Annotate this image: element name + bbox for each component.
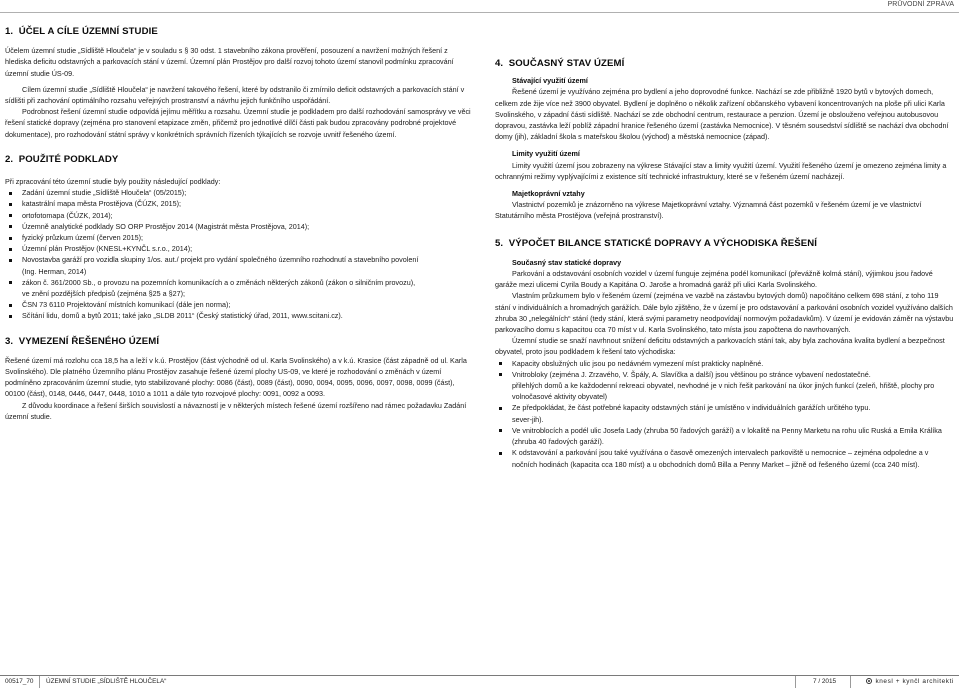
section-5-paragraph-3: Územní studie se snaží navrhnout snížení deficitu odstavných a parkovacích stání tak, aby byla zachována kvalita bydlení a bezpečnost obyvatel, proto jsou podkladem k řešení tato východiska: <box>495 336 945 357</box>
section-2-intro: Při zpracování této územní studie byly použity následující podklady: <box>5 177 221 187</box>
subsection-title: Limity využití území <box>512 149 580 159</box>
section-5-paragraph-1: Parkování a odstavování osobních vozidel v území funguje zejména podél komunikací (převážně kolmá stání), výjimkou jsou řadové garáže mezi ulicemi Cyrila Boudy a Kapitána O. Jaroše a hromadná garáž při ulici Karla Svolinského. <box>495 269 933 290</box>
section-3-paragraph-1: Řešené území má rozlohu cca 18,5 ha a leží v k.ú. Prostějov (část východně od ul. Karla Svolinského) a v k.ú. Krasice (část západně od ul. Karla Svolinského). Dle platného Územního plánu Prostějov zasahuje řešené území plochy US-09, ve které je rozhodování o změnách v území podmíněno zpracováním územní studie, tyto stabilizované plochy: 0086 (část), 0089 (část), 0090, 0094, 0095, 0096, 0097, 0098, 0099 (část), 00100 (část), 0148, 0446, 0447, 0448, 1010 a 1011 a dále tyto rozvojové plochy: 0091, 0092 a 0093. <box>5 355 467 399</box>
footer-separator <box>850 676 851 688</box>
sources-list <box>5 187 471 265</box>
section-1-paragraph-3: Podrobnost řešení územní studie odpovídá jejímu měřítku a rozsahu. Územní studie je podkladem pro další rozhodování samosprávy ve věci řešení statické dopravy (zejména pro stanovení etapizace změn, přičemž pro jednotlivé dílčí části pak budou zpracovány podrobné projektové dokumentace), pro rozhodování státní správy v konkrétních správních řízeních týkajících se rozvoje uvnitř řešeného území. <box>5 107 471 139</box>
list-item: Kapacity obslužných ulic jsou po nedávném vymezení míst prakticky naplněné. <box>495 358 955 369</box>
brand-name: knesl + kynčl architekti <box>875 678 954 685</box>
section-3-paragraph-2: Z důvodu koordinace a řešení širších souvislostí a návazností je v některých místech řešené území rozšířeno nad rámec požadavku Zadání územní studie. <box>5 400 467 421</box>
right-column <box>495 58 955 470</box>
subsection-title: Stávající využití území <box>512 76 588 86</box>
brand-logo-icon <box>866 678 872 684</box>
footer-separator <box>795 676 796 688</box>
subsection-title: Majetkoprávní vztahy <box>512 189 585 199</box>
list-item: Novostavba garáží pro vozidla skupiny 1/os. aut./ projekt pro vydání společného územního rozhodnutí a stavebního povolení <box>5 254 471 265</box>
list-item: katastrální mapa města Prostějova (ČÚZK, 2015); <box>5 198 471 209</box>
section-4-paragraph-1: Řešené území je využíváno zejména pro bydlení a jeho doprovodné funkce. Nachází se zde přibližně 1920 bytů v bytových domech, celkem zde žije více než 3900 obyvatel. Bydlení je doplněno o několik zařízení občanského vybavení koncentrovaných na ploše při ulici Karla Svolinského, v západní části sídliště. Nachází se zde obchodní centrum, restaurace a penzion. Území je obslouženo veřejnou autobusovou dopravou, zastávka leží poblíž západní hranice řešeného území (zastávka Nemocnice). V těsném sousedství sídliště se nachází dva obchodní domy (jih), základní škola s mateřskou školou (východ) a městská nemocnice (západ). <box>495 87 949 142</box>
list-item-continuation: přilehlých domů a ke každodenní rekreaci obyvatel, nevhodné je v nich řešit parkování na úkor jiných funkcí (zeleň, hřiště, plochy pro volnočasové aktivity obyvatel) <box>512 381 935 402</box>
list-item: ortofotomapa (ČÚZK, 2014); <box>5 210 471 221</box>
section-1-title: 1. ÚČEL A CÍLE ÚZEMNÍ STUDIE <box>5 26 158 37</box>
list-item-continuation: ve znění pozdějších předpisů (zejména §25 a §27); <box>22 289 186 299</box>
footer-brand <box>866 678 954 685</box>
list-item: fyzický průzkum území (červen 2015); <box>5 232 471 243</box>
section-4-title: 4. SOUČASNÝ STAV ÚZEMÍ <box>495 58 625 69</box>
list-item: K odstavování a parkování jsou také využívána o časově omezených intervalech parkoviště u nemocnice – zejména odpoledne a v nočních hodinách (kapacita cca 180 míst) a u obchodních domů Billa a Penny Market – jižně od řešeného území (cca 240 míst). <box>495 447 955 469</box>
list-item-continuation: sever-jih). <box>512 414 544 424</box>
section-2-title: 2. POUŽITÉ PODKLADY <box>5 153 119 165</box>
list-item: Ze předpokládat, že část potřebné kapacity odstavných stání je umístěno v individuálních garážích určitého typu. <box>495 402 955 413</box>
section-5-title: 5. VÝPOČET BILANCE STATICKÉ DOPRAVY A VÝCHODISKA ŘEŠENÍ <box>495 237 818 249</box>
list-item: Vnitrobloky (zejména J. Zrzavého, V. Špály, A. Slavíčka a další) jsou většinou po stránce vybavení nedostatečné. <box>495 369 955 380</box>
section-4-paragraph-2: Limity využití území jsou zobrazeny na výkrese Stávající stav a limity využití území. Využití řešeného území je omezeno zejména limity a ochrannými režimy vyplývajícími z existence sítí technické infrastruktury, které se v řešeném území nacházejí. <box>495 160 947 181</box>
list-item: Ve vnitroblocích a podél ulic Josefa Lady (zhruba 50 řadových garáží) a v lokalitě na Penny Marketu na rohu ulic Ruská a Emila Králíka (zhruba 40 řadových garáží). <box>495 425 955 447</box>
list-item: Sčítání lidu, domů a bytů 2011; také jako „SLDB 2011“ (Český statistický úřad, 2011, www.scitani.cz). <box>5 310 471 321</box>
section-5-paragraph-2: Vlastním průzkumem bylo v řešeném území (zejména ve vazbě na zástavbu bytových domů) napočítáno celkem 698 stání, z toho 119 stání v individuálních a hromadných garážích. Dále bylo zjištěno, že v území je pro odstavování a parkování osobních vozidel využíváno dalších zhruba 30 „nelegálních“ stání (tedy stání, která svými parametry neodpovídají normovým požadavkům). V území je evidován záměr na výstavbu parkovacího domu s kapacitou cca 70 míst v ul. Karla Svolinského, tato místa jsou započtena do navrhovaných. <box>495 291 954 335</box>
section-1-paragraph-2: Cílem územní studie „Sídliště Hloučela“ je navržení takového řešení, které by odstranilo či zmírnilo deficit odstavných a parkovacích stání v sídlišti při zachování optimálního rozsahu veřejných prostranství a návrhu jejich funkčního uspořádání. <box>5 84 465 106</box>
left-column <box>5 26 471 422</box>
list-item: zákon č. 361/2000 Sb., o provozu na pozemních komunikacích a o změnách některých zákonů (zákon o silničním provozu), <box>5 277 471 288</box>
footer-page: 7 / 2015 <box>813 678 837 685</box>
section-3-title: 3. VYMEZENÍ ŘEŠENÉHO ÚZEMÍ <box>5 335 160 347</box>
footer-separator <box>39 676 40 688</box>
list-item-continuation: (Ing. Herman, 2014) <box>22 266 87 276</box>
footer-code: 00517_70 <box>5 678 34 685</box>
section-1-paragraph-1: Účelem územní studie „Sídliště Hloučela“ je v souladu s § 30 odst. 1 stavebního zákona prověření, posouzení a navržení možných řešení z hlediska deficitu odstavných a parkovacích stání v území. Územní plán Prostějov pro další rozvoj tohoto území stanovil podmínku zpracování územní studie ÚS-09. <box>5 46 454 78</box>
premises-list <box>495 358 955 380</box>
header-divider <box>0 12 959 13</box>
list-item: Zadání územní studie „Sídliště Hloučela“ (05/2015); <box>5 187 471 198</box>
footer-divider <box>0 675 959 676</box>
list-item: Územní plán Prostějov (KNESL+KYNČL s.r.o., 2014); <box>5 243 471 254</box>
footer-title: ÚZEMNÍ STUDIE „SÍDLIŠTĚ HLOUČELA“ <box>46 678 167 685</box>
header-label: PRŮVODNÍ ZPRÁVA <box>887 1 954 8</box>
list-item: Územně analytické podklady SO ORP Prostějov 2014 (Magistrát města Prostějova, 2014); <box>5 221 471 232</box>
subsection-title: Současný stav statické dopravy <box>512 257 622 267</box>
list-item: ČSN 73 6110 Projektování místních komunikací (dále jen norma); <box>5 299 471 310</box>
section-4-paragraph-3: Vlastnictví pozemků je znázorněno na výkrese Majetkoprávní vztahy. Významná část pozemků v řešeném území je ve vlastnictví Statutárního města Prostějova (veřejná prostranství). <box>495 200 922 221</box>
